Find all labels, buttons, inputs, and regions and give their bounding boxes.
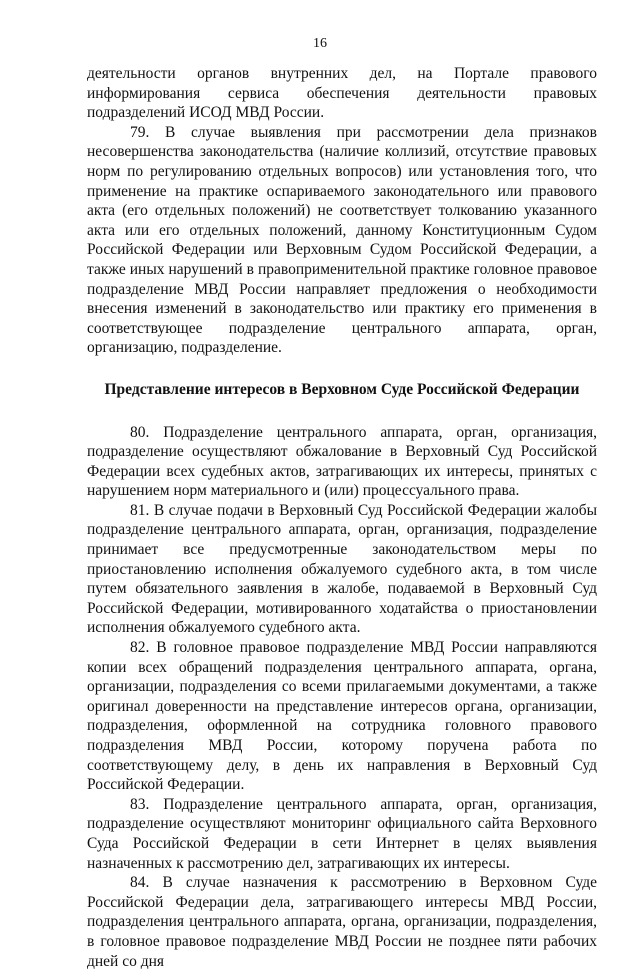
page-number: 16 xyxy=(313,36,327,51)
paragraph-81: 81. В случае подачи в Верховный Суд Российской Федерации жалобы подразделение центрального аппарата, орган, организация, подразделение принимает все предусмотренные законодательством меры по приостановлению исполнения обжалуемого судебного акта, в том числе путем обязательного заявления в жалобе, подаваемой в Верховный Суд Российской Федерации, мотивированного ходатайства о приостановлении исполнения обжалуемого судебного акта. xyxy=(87,501,597,637)
paragraph-79: 79. В случае выявления при рассмотрении дела признаков несовершенства законодательства (наличие коллизий, отсутствие правовых норм по регулированию отдельных вопросов) или установления того, что применение на практике оспариваемого законодательного или правового акта (его отдельных положений) не соответствует толкованию указанного акта или его отдельных положений, данному Конституционным Судом Российской Федерации или Верховным Судом Российской Федерации, а также иных нарушений в правоприменительной практике головное правовое подразделение МВД России направляет предложения о необходимости внесения изменений в законодательство или практику его применения в соответствующее подразделение центрального аппарата, орган, организацию, подразделение. xyxy=(87,123,597,357)
paragraph-80: 80. Подразделение центрального аппарата, орган, организация, подразделение осуществляют обжалование в Верховный Суд Российской Федерации всех судебных актов, затрагивающих их интересы, принятых с нарушением норм материального и (или) процессуального права. xyxy=(87,423,597,500)
paragraph-82: 82. В головное правовое подразделение МВД России направляются копии всех обращений подразделения центрального аппарата, органа, организации, подразделения со всеми прилагаемыми документами, а также оригинал доверенности на представление интересов органа, организации, подразделения, оформленной на сотрудника головного правового подразделения МВД России, которому поручена работа по соответствующему делу, в день их направления в Верховный Суд Российской Федерации. xyxy=(87,639,597,794)
paragraph-continuation: деятельности органов внутренних дел, на Портале правового информирования сервиса обеспечения деятельности правовых подразделений ИСОД МВД России. xyxy=(87,65,597,122)
paragraph-84: 84. В случае назначения к рассмотрению в Верховном Суде Российской Федерации дела, затрагивающего интересы МВД России, подразделения центрального аппарата, органа, организации, подразделения, в головное правовое подразделение МВД России не позднее пяти рабочих дней со дня xyxy=(87,874,597,970)
paragraph-83: 83. Подразделение центрального аппарата, орган, организация, подразделение осуществляют мониторинг официального сайта Верховного Суда Российской Федерации в сети Интернет в целях выявления назначенных к рассмотрению дел, затрагивающих их интересы. xyxy=(87,795,597,872)
section-heading: Представление интересов в Верховном Суде Российской Федерации xyxy=(104,380,580,398)
document-body xyxy=(87,64,597,971)
